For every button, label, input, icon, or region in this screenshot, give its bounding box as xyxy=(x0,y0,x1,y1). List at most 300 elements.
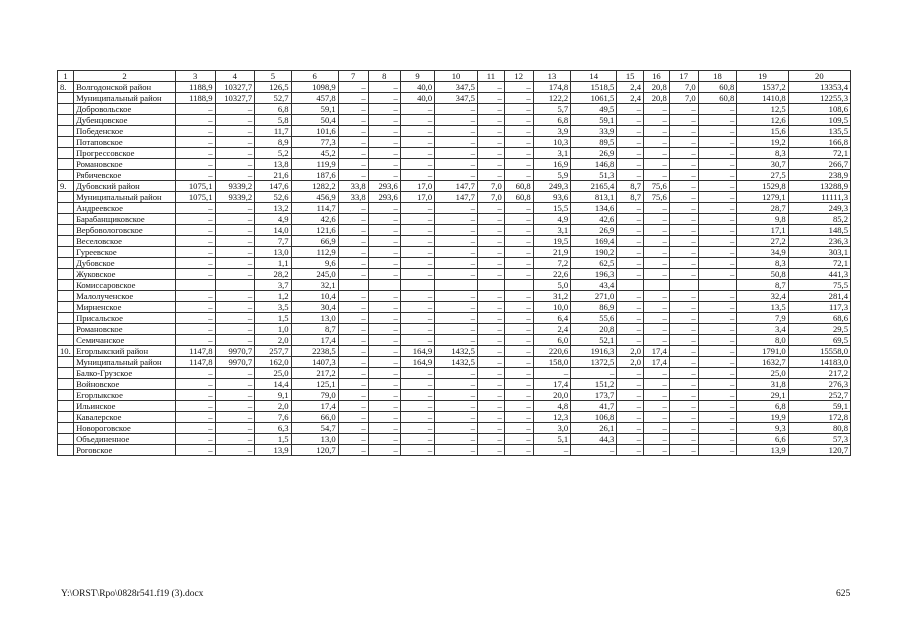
value-cell: – xyxy=(504,324,533,335)
value-cell: 60,8 xyxy=(504,181,533,192)
value-cell xyxy=(338,280,368,291)
value-cell: – xyxy=(617,324,644,335)
value-cell: 187,6 xyxy=(291,170,338,181)
value-cell: – xyxy=(698,269,737,280)
value-cell: 28,7 xyxy=(737,203,788,214)
value-cell: 14183,0 xyxy=(788,357,850,368)
value-cell: – xyxy=(669,434,698,445)
value-cell: 22,6 xyxy=(533,269,571,280)
value-cell: 7,0 xyxy=(477,192,504,203)
row-number-cell xyxy=(58,368,74,379)
column-header: 16 xyxy=(644,71,670,82)
value-cell: – xyxy=(435,302,478,313)
value-cell: 57,3 xyxy=(788,434,850,445)
value-cell: – xyxy=(477,269,504,280)
value-cell: – xyxy=(338,93,368,104)
value-cell: – xyxy=(215,434,255,445)
value-cell: – xyxy=(698,148,737,159)
value-cell: – xyxy=(698,434,737,445)
value-cell: – xyxy=(368,126,400,137)
value-cell: – xyxy=(400,247,434,258)
value-cell: – xyxy=(533,445,571,456)
value-cell: 4,8 xyxy=(533,401,571,412)
value-cell: – xyxy=(435,401,478,412)
table-row xyxy=(58,313,851,324)
value-cell: – xyxy=(698,203,737,214)
value-cell: 2165,4 xyxy=(571,181,617,192)
value-cell: 15558,0 xyxy=(788,346,850,357)
value-cell: – xyxy=(477,93,504,104)
value-cell: 9,3 xyxy=(737,423,788,434)
settlement-name-cell: Рябичевское xyxy=(74,170,176,181)
value-cell: 11111,3 xyxy=(788,192,850,203)
value-cell: – xyxy=(175,302,215,313)
row-number-cell xyxy=(58,236,74,247)
value-cell: – xyxy=(368,346,400,357)
value-cell: – xyxy=(698,236,737,247)
value-cell: – xyxy=(504,346,533,357)
table-row xyxy=(58,148,851,159)
document-table-container xyxy=(57,70,851,456)
value-cell: 28,2 xyxy=(255,269,291,280)
value-cell: – xyxy=(698,357,737,368)
value-cell: 2,0 xyxy=(255,335,291,346)
value-cell: 1147,8 xyxy=(175,346,215,357)
value-cell: – xyxy=(617,225,644,236)
value-cell: – xyxy=(400,269,434,280)
value-cell: 7,2 xyxy=(533,258,571,269)
value-cell: 52,6 xyxy=(255,192,291,203)
value-cell: – xyxy=(175,368,215,379)
settlement-name-cell: Присальское xyxy=(74,313,176,324)
value-cell: – xyxy=(504,115,533,126)
value-cell: – xyxy=(435,324,478,335)
value-cell: – xyxy=(504,82,533,93)
value-cell: – xyxy=(669,181,698,192)
settlement-name-cell: Победенское xyxy=(74,126,176,137)
value-cell: – xyxy=(338,302,368,313)
value-cell: – xyxy=(698,291,737,302)
value-cell: – xyxy=(338,423,368,434)
value-cell: 66,0 xyxy=(291,412,338,423)
row-number-cell xyxy=(58,170,74,181)
value-cell: – xyxy=(644,159,670,170)
value-cell: – xyxy=(215,445,255,456)
value-cell: – xyxy=(617,335,644,346)
value-cell: – xyxy=(644,423,670,434)
value-cell: 6,8 xyxy=(255,104,291,115)
value-cell: 266,7 xyxy=(788,159,850,170)
header-row xyxy=(58,71,851,82)
table-row xyxy=(58,412,851,423)
value-cell: – xyxy=(477,247,504,258)
row-number-cell xyxy=(58,445,74,456)
value-cell: 347,5 xyxy=(435,93,478,104)
value-cell: 69,5 xyxy=(788,335,850,346)
value-cell: 42,6 xyxy=(571,214,617,225)
value-cell: – xyxy=(644,412,670,423)
value-cell: 2,0 xyxy=(617,346,644,357)
value-cell: 147,6 xyxy=(255,181,291,192)
value-cell: – xyxy=(368,115,400,126)
value-cell: – xyxy=(504,302,533,313)
value-cell: – xyxy=(669,302,698,313)
value-cell: 25,0 xyxy=(737,368,788,379)
value-cell: 29,1 xyxy=(737,390,788,401)
value-cell: – xyxy=(617,247,644,258)
value-cell: 9339,2 xyxy=(215,192,255,203)
value-cell: – xyxy=(669,258,698,269)
value-cell: 30,4 xyxy=(291,302,338,313)
value-cell: 456,9 xyxy=(291,192,338,203)
value-cell: – xyxy=(617,126,644,137)
value-cell: – xyxy=(504,357,533,368)
value-cell: – xyxy=(368,214,400,225)
value-cell: 17,4 xyxy=(533,379,571,390)
value-cell xyxy=(669,280,698,291)
value-cell xyxy=(504,280,533,291)
value-cell: 8,0 xyxy=(737,335,788,346)
value-cell: 55,6 xyxy=(571,313,617,324)
value-cell: – xyxy=(338,291,368,302)
value-cell: 114,7 xyxy=(291,203,338,214)
value-cell: 1,1 xyxy=(255,258,291,269)
value-cell: – xyxy=(477,82,504,93)
value-cell: 151,2 xyxy=(571,379,617,390)
value-cell: 236,3 xyxy=(788,236,850,247)
table-row xyxy=(58,203,851,214)
value-cell: – xyxy=(698,423,737,434)
value-cell: 75,6 xyxy=(644,181,670,192)
value-cell: 17,0 xyxy=(400,181,434,192)
row-number-cell xyxy=(58,390,74,401)
value-cell: 347,5 xyxy=(435,82,478,93)
value-cell: – xyxy=(435,291,478,302)
value-cell: 60,8 xyxy=(698,82,737,93)
value-cell: 5,0 xyxy=(533,280,571,291)
value-cell: 303,1 xyxy=(788,247,850,258)
value-cell: – xyxy=(215,390,255,401)
value-cell: – xyxy=(698,170,737,181)
value-cell: – xyxy=(338,159,368,170)
value-cell: – xyxy=(435,412,478,423)
row-number-cell xyxy=(58,291,74,302)
value-cell: 13,0 xyxy=(291,313,338,324)
value-cell: 9,6 xyxy=(291,258,338,269)
table-row xyxy=(58,280,851,291)
table-row xyxy=(58,247,851,258)
value-cell: 252,7 xyxy=(788,390,850,401)
value-cell: 5,7 xyxy=(533,104,571,115)
value-cell: 117,3 xyxy=(788,302,850,313)
settlement-name-cell: Андреевское xyxy=(74,203,176,214)
value-cell: – xyxy=(477,313,504,324)
value-cell: 13,0 xyxy=(291,434,338,445)
value-cell: – xyxy=(338,203,368,214)
value-cell: – xyxy=(175,379,215,390)
value-cell: 3,1 xyxy=(533,148,571,159)
value-cell: – xyxy=(175,434,215,445)
value-cell: 9970,7 xyxy=(215,346,255,357)
row-number-cell xyxy=(58,214,74,225)
value-cell: – xyxy=(669,159,698,170)
settlement-name-cell: Объединенное xyxy=(74,434,176,445)
table-row xyxy=(58,324,851,335)
value-cell: – xyxy=(400,159,434,170)
table-row xyxy=(58,225,851,236)
value-cell: – xyxy=(368,291,400,302)
value-cell: 276,3 xyxy=(788,379,850,390)
row-number-cell xyxy=(58,434,74,445)
value-cell: 12255,3 xyxy=(788,93,850,104)
value-cell: 20,0 xyxy=(533,390,571,401)
value-cell: 45,2 xyxy=(291,148,338,159)
value-cell: – xyxy=(617,137,644,148)
value-cell: – xyxy=(338,82,368,93)
value-cell: – xyxy=(368,104,400,115)
value-cell: 249,3 xyxy=(788,203,850,214)
value-cell: – xyxy=(175,258,215,269)
value-cell: 13,5 xyxy=(737,302,788,313)
value-cell: 75,6 xyxy=(644,192,670,203)
settlement-name-cell: Ильинское xyxy=(74,401,176,412)
value-cell: 8,7 xyxy=(737,280,788,291)
value-cell: 293,6 xyxy=(368,192,400,203)
settlement-name-cell: Кавалерское xyxy=(74,412,176,423)
row-number-cell xyxy=(58,203,74,214)
value-cell: 7,9 xyxy=(737,313,788,324)
value-cell: – xyxy=(338,236,368,247)
value-cell: – xyxy=(617,434,644,445)
value-cell: – xyxy=(435,335,478,346)
value-cell: – xyxy=(504,434,533,445)
value-cell: – xyxy=(215,148,255,159)
value-cell: – xyxy=(215,335,255,346)
settlement-name-cell: Малолученское xyxy=(74,291,176,302)
value-cell: – xyxy=(400,225,434,236)
table-row xyxy=(58,181,851,192)
value-cell: – xyxy=(477,423,504,434)
value-cell: 10327,7 xyxy=(215,82,255,93)
row-number-cell: 8. xyxy=(58,82,74,93)
value-cell: – xyxy=(644,434,670,445)
row-number-cell xyxy=(58,302,74,313)
settlement-name-cell: Мирненское xyxy=(74,302,176,313)
value-cell: – xyxy=(338,258,368,269)
row-number-cell: 9. xyxy=(58,181,74,192)
settlement-name-cell: Жуковское xyxy=(74,269,176,280)
value-cell: 1537,2 xyxy=(737,82,788,93)
value-cell: 14,0 xyxy=(255,225,291,236)
value-cell: – xyxy=(669,214,698,225)
value-cell: 164,9 xyxy=(400,357,434,368)
value-cell: – xyxy=(400,104,434,115)
value-cell: 77,3 xyxy=(291,137,338,148)
value-cell: 20,8 xyxy=(644,93,670,104)
value-cell: – xyxy=(477,390,504,401)
value-cell: 8,7 xyxy=(291,324,338,335)
value-cell: 1279,1 xyxy=(737,192,788,203)
settlement-name-cell: Егорлыкский район xyxy=(74,346,176,357)
value-cell: – xyxy=(215,401,255,412)
value-cell: – xyxy=(644,258,670,269)
value-cell: 125,1 xyxy=(291,379,338,390)
value-cell: – xyxy=(175,335,215,346)
row-number-cell xyxy=(58,148,74,159)
value-cell: – xyxy=(435,115,478,126)
value-cell: – xyxy=(435,137,478,148)
value-cell xyxy=(435,280,478,291)
value-cell: 8,7 xyxy=(617,192,644,203)
column-header: 17 xyxy=(669,71,698,82)
value-cell: 245,0 xyxy=(291,269,338,280)
value-cell: 59,1 xyxy=(788,401,850,412)
row-number-cell xyxy=(58,412,74,423)
value-cell: – xyxy=(435,148,478,159)
value-cell: – xyxy=(175,291,215,302)
value-cell: – xyxy=(504,390,533,401)
value-cell: – xyxy=(338,379,368,390)
value-cell: – xyxy=(617,368,644,379)
value-cell: – xyxy=(400,324,434,335)
value-cell: 30,7 xyxy=(737,159,788,170)
value-cell: 106,8 xyxy=(571,412,617,423)
value-cell: 6,0 xyxy=(533,335,571,346)
data-table xyxy=(57,70,851,456)
value-cell: – xyxy=(504,423,533,434)
value-cell: – xyxy=(435,269,478,280)
value-cell: 60,8 xyxy=(698,93,737,104)
value-cell: – xyxy=(669,291,698,302)
settlement-name-cell: Потаповское xyxy=(74,137,176,148)
value-cell: 13,9 xyxy=(255,445,291,456)
value-cell: – xyxy=(215,115,255,126)
value-cell: 15,6 xyxy=(737,126,788,137)
value-cell: 19,2 xyxy=(737,137,788,148)
value-cell: – xyxy=(215,324,255,335)
value-cell: – xyxy=(698,368,737,379)
value-cell: – xyxy=(669,390,698,401)
value-cell: – xyxy=(477,401,504,412)
value-cell: – xyxy=(698,225,737,236)
value-cell: – xyxy=(435,434,478,445)
value-cell: – xyxy=(698,247,737,258)
value-cell: – xyxy=(669,203,698,214)
value-cell: – xyxy=(338,412,368,423)
value-cell: – xyxy=(175,324,215,335)
value-cell: – xyxy=(644,401,670,412)
value-cell: – xyxy=(338,126,368,137)
value-cell: 169,4 xyxy=(571,236,617,247)
value-cell: – xyxy=(504,258,533,269)
value-cell: – xyxy=(400,203,434,214)
value-cell: 7,0 xyxy=(669,93,698,104)
value-cell xyxy=(175,280,215,291)
value-cell: 59,1 xyxy=(291,104,338,115)
value-cell: – xyxy=(477,346,504,357)
value-cell: – xyxy=(644,214,670,225)
value-cell: – xyxy=(368,357,400,368)
column-header: 18 xyxy=(698,71,737,82)
value-cell: – xyxy=(175,401,215,412)
value-cell: – xyxy=(368,225,400,236)
value-cell: – xyxy=(477,379,504,390)
value-cell: – xyxy=(435,159,478,170)
value-cell: – xyxy=(617,379,644,390)
settlement-name-cell: Дубовский район xyxy=(74,181,176,192)
value-cell: – xyxy=(617,236,644,247)
value-cell: 66,9 xyxy=(291,236,338,247)
value-cell: – xyxy=(617,445,644,456)
column-header: 8 xyxy=(368,71,400,82)
value-cell: – xyxy=(435,236,478,247)
value-cell: – xyxy=(571,368,617,379)
value-cell: 17,1 xyxy=(737,225,788,236)
row-number-cell xyxy=(58,192,74,203)
value-cell: – xyxy=(435,170,478,181)
value-cell: 1098,9 xyxy=(291,82,338,93)
value-cell: – xyxy=(504,148,533,159)
value-cell: – xyxy=(477,445,504,456)
settlement-name-cell: Дубенцовское xyxy=(74,115,176,126)
value-cell: – xyxy=(477,324,504,335)
value-cell: 25,0 xyxy=(255,368,291,379)
value-cell: – xyxy=(338,445,368,456)
settlement-name-cell: Роговское xyxy=(74,445,176,456)
row-number-cell xyxy=(58,225,74,236)
value-cell: – xyxy=(477,115,504,126)
row-number-cell xyxy=(58,137,74,148)
row-number-cell xyxy=(58,247,74,258)
settlement-name-cell: Муниципальный район xyxy=(74,93,176,104)
settlement-name-cell: Барабанщиковское xyxy=(74,214,176,225)
value-cell: 119,9 xyxy=(291,159,338,170)
value-cell: 3,5 xyxy=(255,302,291,313)
table-row xyxy=(58,302,851,313)
value-cell: 44,3 xyxy=(571,434,617,445)
value-cell: – xyxy=(504,236,533,247)
value-cell: – xyxy=(698,335,737,346)
value-cell: – xyxy=(400,313,434,324)
value-cell: 2,0 xyxy=(617,357,644,368)
value-cell: – xyxy=(669,225,698,236)
value-cell: – xyxy=(698,115,737,126)
value-cell: – xyxy=(215,258,255,269)
settlement-name-cell: Новороговское xyxy=(74,423,176,434)
value-cell: – xyxy=(368,82,400,93)
value-cell: – xyxy=(368,93,400,104)
value-cell: – xyxy=(400,137,434,148)
row-number-cell xyxy=(58,335,74,346)
column-header: 7 xyxy=(338,71,368,82)
value-cell: – xyxy=(215,291,255,302)
value-cell: 1632,7 xyxy=(737,357,788,368)
table-row xyxy=(58,291,851,302)
value-cell: – xyxy=(435,313,478,324)
value-cell: 51,3 xyxy=(571,170,617,181)
value-cell: – xyxy=(617,170,644,181)
value-cell: 27,5 xyxy=(737,170,788,181)
value-cell: – xyxy=(368,203,400,214)
settlement-name-cell: Вербовологовское xyxy=(74,225,176,236)
column-header: 2 xyxy=(74,71,176,82)
value-cell: – xyxy=(644,313,670,324)
value-cell: 20,8 xyxy=(571,324,617,335)
value-cell: – xyxy=(215,379,255,390)
value-cell: 40,0 xyxy=(400,82,434,93)
settlement-name-cell: Волгодонской район xyxy=(74,82,176,93)
table-row xyxy=(58,335,851,346)
